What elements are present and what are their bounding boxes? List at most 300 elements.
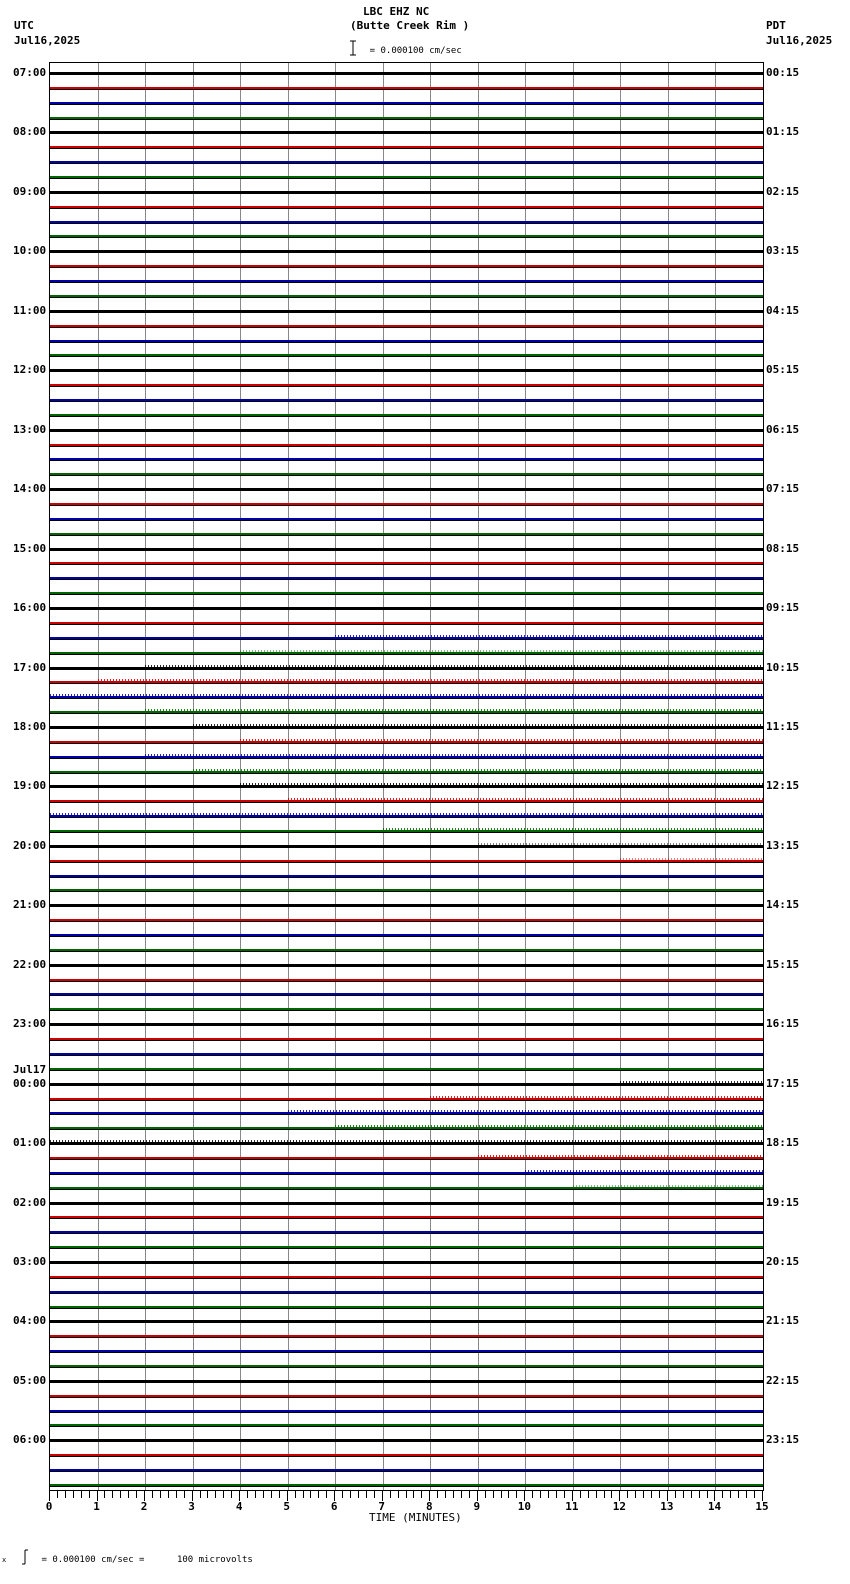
trace-baseline bbox=[50, 564, 763, 565]
footer-scale-legend bbox=[2, 1546, 253, 1566]
trace-activity bbox=[335, 1125, 763, 1129]
pdt-hour-label: 20:15 bbox=[766, 1255, 800, 1268]
right-date: Jul16,2025 bbox=[766, 34, 833, 47]
trace-signal bbox=[50, 964, 763, 966]
seismic-trace bbox=[50, 577, 763, 580]
trace-baseline bbox=[50, 1055, 763, 1056]
utc-hour-label: 14:00 bbox=[13, 482, 47, 496]
axis-tick bbox=[596, 1491, 597, 1498]
axis-tick bbox=[508, 1491, 509, 1498]
seismic-trace bbox=[50, 875, 763, 878]
seismic-trace bbox=[50, 1306, 763, 1309]
trace-signal bbox=[50, 1231, 763, 1233]
axis-tick bbox=[310, 1491, 311, 1498]
seismic-trace bbox=[50, 1023, 763, 1026]
seismic-trace bbox=[50, 741, 763, 744]
utc-hour-label: 16:00 bbox=[13, 601, 47, 615]
trace-baseline bbox=[50, 237, 763, 238]
trace-signal bbox=[50, 1291, 763, 1293]
axis-tick-label: 14 bbox=[707, 1500, 722, 1513]
axis-tick bbox=[104, 1491, 105, 1498]
trace-baseline bbox=[50, 446, 763, 447]
axis-tick-label: 10 bbox=[517, 1500, 531, 1513]
trace-baseline bbox=[50, 297, 763, 298]
trace-activity bbox=[478, 1155, 763, 1159]
seismic-trace bbox=[50, 369, 763, 372]
trace-baseline bbox=[50, 609, 763, 610]
trace-baseline bbox=[50, 847, 763, 848]
seismic-trace bbox=[50, 295, 763, 298]
pdt-hour-label: 21:15 bbox=[766, 1314, 800, 1328]
axis-tick-label: 9 bbox=[473, 1500, 481, 1513]
axis-tick bbox=[421, 1491, 422, 1498]
trace-signal bbox=[50, 993, 763, 995]
utc-hour-label: 07:00 bbox=[13, 66, 47, 79]
trace-signal bbox=[50, 979, 763, 981]
trace-signal bbox=[50, 429, 763, 431]
trace-signal bbox=[50, 622, 763, 624]
seismic-trace bbox=[50, 206, 763, 209]
axis-tick bbox=[263, 1491, 264, 1498]
axis-tick bbox=[342, 1491, 343, 1498]
x-axis-title: TIME (MINUTES) bbox=[369, 1511, 462, 1524]
trace-signal bbox=[50, 1216, 763, 1218]
trace-baseline bbox=[50, 951, 763, 952]
trace-signal bbox=[50, 235, 763, 237]
axis-tick bbox=[707, 1491, 708, 1498]
seismic-trace bbox=[50, 696, 763, 699]
seismic-trace bbox=[50, 622, 763, 625]
utc-hour-label: 13:00 bbox=[13, 422, 47, 436]
axis-tick bbox=[738, 1491, 739, 1498]
axis-tick-label: 7 bbox=[378, 1500, 386, 1513]
seismic-trace bbox=[50, 384, 763, 387]
trace-signal bbox=[50, 250, 763, 252]
axis-tick-label: 2 bbox=[140, 1500, 148, 1513]
axis-tick bbox=[247, 1491, 248, 1498]
trace-baseline bbox=[50, 1174, 763, 1175]
utc-hour-label: 09:00 bbox=[13, 184, 47, 198]
seismic-trace bbox=[50, 637, 763, 640]
trace-activity bbox=[288, 798, 763, 802]
axis-tick bbox=[516, 1491, 517, 1498]
axis-tick bbox=[691, 1491, 692, 1498]
trace-baseline bbox=[50, 163, 763, 164]
trace-baseline bbox=[50, 862, 763, 863]
seismic-trace bbox=[50, 1008, 763, 1011]
trace-baseline bbox=[50, 89, 763, 90]
trace-signal bbox=[50, 354, 763, 356]
pdt-hour-label: 19:15 bbox=[766, 1195, 800, 1209]
pdt-hour-label: 00:15 bbox=[766, 66, 800, 79]
trace-signal bbox=[50, 488, 763, 490]
axis-tick bbox=[176, 1491, 177, 1498]
seismic-trace bbox=[50, 815, 763, 818]
seismic-trace bbox=[50, 488, 763, 491]
trace-baseline bbox=[50, 520, 763, 521]
trace-baseline bbox=[50, 535, 763, 536]
trace-baseline bbox=[50, 1085, 763, 1086]
seismic-trace bbox=[50, 1335, 763, 1338]
pdt-hour-label: 10:15 bbox=[766, 660, 800, 674]
trace-signal bbox=[50, 1023, 763, 1025]
seismic-trace bbox=[50, 354, 763, 357]
utc-hour-label: 06:00 bbox=[13, 1433, 47, 1447]
trace-baseline bbox=[50, 208, 763, 209]
seismic-trace bbox=[50, 964, 763, 967]
axis-tick bbox=[184, 1491, 185, 1498]
utc-hour-label: 10:00 bbox=[13, 244, 47, 258]
axis-tick bbox=[160, 1491, 161, 1498]
trace-signal bbox=[50, 1380, 763, 1382]
trace-baseline bbox=[50, 1233, 763, 1234]
seismic-trace bbox=[50, 860, 763, 863]
seismic-trace bbox=[50, 280, 763, 283]
trace-baseline bbox=[50, 1129, 763, 1130]
trace-signal bbox=[50, 1350, 763, 1352]
trace-baseline bbox=[50, 1263, 763, 1264]
seismic-trace bbox=[50, 1410, 763, 1413]
axis-tick bbox=[651, 1491, 652, 1498]
trace-baseline bbox=[50, 1486, 763, 1487]
seismic-trace bbox=[50, 1246, 763, 1249]
seismic-trace bbox=[50, 1380, 763, 1383]
trace-baseline bbox=[50, 119, 763, 120]
pdt-hour-label: 01:15 bbox=[766, 125, 800, 139]
trace-signal bbox=[50, 607, 763, 609]
trace-baseline bbox=[50, 267, 763, 268]
station-title: LBC EHZ NC bbox=[363, 5, 430, 18]
seismic-trace bbox=[50, 756, 763, 759]
trace-signal bbox=[50, 1038, 763, 1040]
seismic-trace bbox=[50, 1484, 763, 1487]
trace-signal bbox=[50, 146, 763, 148]
trace-activity bbox=[288, 1110, 763, 1114]
trace-signal bbox=[50, 191, 763, 193]
trace-signal bbox=[50, 1261, 763, 1263]
pdt-hour-label: 12:15 bbox=[766, 779, 800, 793]
seismic-trace bbox=[50, 726, 763, 729]
utc-hour-label: 18:00 bbox=[13, 719, 47, 733]
seismic-trace bbox=[50, 1187, 763, 1190]
seismic-trace bbox=[50, 548, 763, 551]
trace-signal bbox=[50, 458, 763, 460]
trace-baseline bbox=[50, 193, 763, 194]
trace-baseline bbox=[50, 981, 763, 982]
trace-baseline bbox=[50, 743, 763, 744]
trace-baseline bbox=[50, 1218, 763, 1219]
seismic-trace bbox=[50, 1395, 763, 1398]
right-timezone: PDT bbox=[766, 19, 786, 32]
utc-hour-label: 00:00 bbox=[13, 1076, 47, 1090]
trace-signal bbox=[50, 904, 763, 906]
trace-signal bbox=[50, 889, 763, 891]
seismic-trace bbox=[50, 771, 763, 774]
trace-baseline bbox=[50, 877, 763, 878]
trace-activity bbox=[193, 769, 763, 773]
trace-baseline bbox=[50, 386, 763, 387]
left-timezone: UTC bbox=[14, 19, 34, 32]
trace-signal bbox=[50, 72, 763, 74]
axis-tick bbox=[112, 1491, 113, 1498]
trace-signal bbox=[50, 1335, 763, 1337]
axis-tick bbox=[215, 1491, 216, 1498]
trace-signal bbox=[50, 340, 763, 342]
trace-activity bbox=[50, 694, 763, 698]
trace-baseline bbox=[50, 624, 763, 625]
trace-signal bbox=[50, 414, 763, 416]
seismic-trace bbox=[50, 221, 763, 224]
seismic-trace bbox=[50, 1231, 763, 1234]
trace-baseline bbox=[50, 1100, 763, 1101]
seismic-trace bbox=[50, 414, 763, 417]
seismic-trace bbox=[50, 161, 763, 164]
trace-signal bbox=[50, 117, 763, 119]
axis-tick bbox=[445, 1491, 446, 1498]
trace-baseline bbox=[50, 713, 763, 714]
seismic-trace bbox=[50, 176, 763, 179]
axis-tick bbox=[548, 1491, 549, 1498]
trace-signal bbox=[50, 548, 763, 550]
utc-hour-label: 19:00 bbox=[13, 779, 47, 793]
axis-tick bbox=[120, 1491, 121, 1498]
trace-baseline bbox=[50, 921, 763, 922]
utc-hour-label: 17:00 bbox=[13, 660, 47, 674]
seismic-trace bbox=[50, 1454, 763, 1457]
seismic-trace bbox=[50, 592, 763, 595]
seismic-trace bbox=[50, 146, 763, 149]
seismic-trace bbox=[50, 934, 763, 937]
trace-baseline bbox=[50, 906, 763, 907]
axis-tick bbox=[374, 1491, 375, 1498]
seismic-trace bbox=[50, 1424, 763, 1427]
trace-baseline bbox=[50, 1010, 763, 1011]
axis-tick bbox=[398, 1491, 399, 1498]
trace-baseline bbox=[50, 148, 763, 149]
trace-baseline bbox=[50, 223, 763, 224]
trace-signal bbox=[50, 295, 763, 297]
pdt-hour-label: 14:15 bbox=[766, 898, 800, 912]
trace-baseline bbox=[50, 995, 763, 996]
trace-activity bbox=[145, 709, 763, 713]
trace-activity bbox=[335, 635, 763, 639]
trace-signal bbox=[50, 473, 763, 475]
station-location: (Butte Creek Rim ) bbox=[350, 19, 470, 32]
trace-baseline bbox=[50, 1441, 763, 1442]
seismic-trace bbox=[50, 87, 763, 90]
trace-baseline bbox=[50, 1040, 763, 1041]
axis-tick bbox=[65, 1491, 66, 1498]
scale-marker-icon: x bbox=[2, 1556, 7, 1564]
seismic-trace bbox=[50, 1127, 763, 1130]
seismic-trace bbox=[50, 889, 763, 892]
trace-signal bbox=[50, 87, 763, 89]
seismic-trace bbox=[50, 830, 763, 833]
axis-tick bbox=[128, 1491, 129, 1498]
axis-tick-label: 8 bbox=[425, 1500, 433, 1513]
trace-signal bbox=[50, 221, 763, 223]
trace-signal bbox=[50, 934, 763, 936]
seismic-trace bbox=[50, 1112, 763, 1115]
axis-tick bbox=[611, 1491, 612, 1498]
trace-activity bbox=[145, 665, 763, 669]
pdt-hour-label: 23:15 bbox=[766, 1433, 800, 1447]
trace-baseline bbox=[50, 133, 763, 134]
axis-tick-label: 1 bbox=[93, 1500, 100, 1513]
trace-activity bbox=[430, 1096, 763, 1100]
trace-baseline bbox=[50, 1070, 763, 1071]
seismic-trace bbox=[50, 117, 763, 120]
utc-hour-label: 21:00 bbox=[13, 898, 47, 912]
trace-activity bbox=[525, 1170, 763, 1174]
trace-signal bbox=[50, 280, 763, 282]
trace-signal bbox=[50, 1454, 763, 1456]
seismic-trace bbox=[50, 993, 763, 996]
trace-baseline bbox=[50, 1352, 763, 1353]
seismic-trace bbox=[50, 919, 763, 922]
utc-hour-label: 01:00 bbox=[13, 1136, 47, 1150]
trace-baseline bbox=[50, 327, 763, 328]
trace-signal bbox=[50, 1410, 763, 1412]
trace-baseline bbox=[50, 475, 763, 476]
trace-signal bbox=[50, 1068, 763, 1070]
trace-baseline bbox=[50, 966, 763, 967]
trace-baseline bbox=[50, 758, 763, 759]
seismic-trace bbox=[50, 1038, 763, 1041]
seismic-trace bbox=[50, 1202, 763, 1205]
pdt-hour-label: 08:15 bbox=[766, 541, 800, 555]
trace-signal bbox=[50, 562, 763, 564]
seismic-trace bbox=[50, 72, 763, 75]
pdt-hour-label: 02:15 bbox=[766, 184, 800, 198]
axis-tick bbox=[152, 1491, 153, 1498]
trace-baseline bbox=[50, 1397, 763, 1398]
seismic-trace bbox=[50, 533, 763, 536]
trace-activity bbox=[50, 1140, 763, 1144]
trace-baseline bbox=[50, 312, 763, 313]
seismic-trace bbox=[50, 1157, 763, 1160]
axis-tick bbox=[627, 1491, 628, 1498]
pdt-hour-label: 17:15 bbox=[766, 1076, 800, 1090]
seismic-trace bbox=[50, 518, 763, 521]
seismic-trace bbox=[50, 310, 763, 313]
seismic-trace bbox=[50, 458, 763, 461]
trace-baseline bbox=[50, 1426, 763, 1427]
trace-signal bbox=[50, 949, 763, 951]
pdt-hour-label: 16:15 bbox=[766, 1017, 800, 1031]
trace-baseline bbox=[50, 178, 763, 179]
trace-baseline bbox=[50, 1382, 763, 1383]
axis-tick bbox=[350, 1491, 351, 1498]
trace-signal bbox=[50, 1320, 763, 1322]
trace-baseline bbox=[50, 1471, 763, 1472]
seismic-trace bbox=[50, 131, 763, 134]
utc-hour-label: 20:00 bbox=[13, 838, 47, 852]
axis-tick bbox=[390, 1491, 391, 1498]
seismic-trace bbox=[50, 711, 763, 714]
scale-text: = 0.000100 cm/sec bbox=[369, 46, 462, 56]
axis-tick-label: 12 bbox=[612, 1500, 627, 1513]
seismic-trace bbox=[50, 1053, 763, 1056]
axis-tick bbox=[643, 1491, 644, 1498]
axis-tick bbox=[580, 1491, 581, 1498]
trace-activity bbox=[50, 813, 763, 817]
utc-hour-label: 11:00 bbox=[13, 303, 47, 317]
axis-tick-label: 11 bbox=[565, 1500, 579, 1513]
seismic-trace bbox=[50, 667, 763, 670]
trace-signal bbox=[50, 384, 763, 386]
axis-tick bbox=[501, 1491, 502, 1498]
pdt-hour-label: 09:15 bbox=[766, 601, 800, 615]
axis-tick bbox=[136, 1491, 137, 1498]
trace-signal bbox=[50, 533, 763, 535]
trace-signal bbox=[50, 1276, 763, 1278]
seismic-trace bbox=[50, 250, 763, 253]
seismic-trace bbox=[50, 1098, 763, 1101]
seismic-trace bbox=[50, 949, 763, 952]
pdt-hour-label: 22:15 bbox=[766, 1373, 800, 1387]
axis-tick bbox=[675, 1491, 676, 1498]
seismic-trace bbox=[50, 473, 763, 476]
axis-tick bbox=[485, 1491, 486, 1498]
trace-signal bbox=[50, 325, 763, 327]
trace-activity bbox=[240, 650, 763, 654]
pdt-hour-label: 11:15 bbox=[766, 719, 800, 733]
trace-baseline bbox=[50, 1456, 763, 1457]
trace-signal bbox=[50, 1469, 763, 1471]
seismic-trace bbox=[50, 1261, 763, 1264]
pdt-hour-label: 04:15 bbox=[766, 303, 800, 317]
seismic-trace bbox=[50, 1320, 763, 1323]
axis-tick bbox=[540, 1491, 541, 1498]
seismic-trace bbox=[50, 1469, 763, 1472]
seismic-trace bbox=[50, 785, 763, 788]
trace-baseline bbox=[50, 936, 763, 937]
seismic-trace bbox=[50, 444, 763, 447]
trace-activity bbox=[573, 1185, 763, 1189]
axis-tick-label: 15 bbox=[755, 1500, 769, 1513]
pdt-hour-label: 07:15 bbox=[766, 482, 800, 496]
trace-baseline bbox=[50, 594, 763, 595]
axis-tick bbox=[453, 1491, 454, 1498]
axis-tick bbox=[730, 1491, 731, 1498]
seismic-trace bbox=[50, 1172, 763, 1175]
trace-baseline bbox=[50, 490, 763, 491]
axis-tick-label: 4 bbox=[235, 1500, 243, 1513]
utc-hour-label: 03:00 bbox=[13, 1255, 47, 1268]
axis-tick bbox=[358, 1491, 359, 1498]
axis-tick-label: 3 bbox=[188, 1500, 195, 1513]
axis-tick bbox=[659, 1491, 660, 1498]
trace-baseline bbox=[50, 371, 763, 372]
pdt-hour-label: 18:15 bbox=[766, 1136, 800, 1150]
axis-tick bbox=[588, 1491, 589, 1498]
trace-baseline bbox=[50, 416, 763, 417]
scale-bar-icon bbox=[350, 42, 356, 56]
trace-baseline bbox=[50, 1278, 763, 1279]
trace-baseline bbox=[50, 639, 763, 640]
utc-hour-label: 15:00 bbox=[13, 541, 47, 555]
axis-tick bbox=[81, 1491, 82, 1498]
trace-baseline bbox=[50, 817, 763, 818]
seismic-trace bbox=[50, 1291, 763, 1294]
trace-baseline bbox=[50, 654, 763, 655]
trace-signal bbox=[50, 161, 763, 163]
trace-baseline bbox=[50, 1204, 763, 1205]
axis-tick bbox=[461, 1491, 462, 1498]
seismic-trace bbox=[50, 681, 763, 684]
trace-signal bbox=[50, 577, 763, 579]
